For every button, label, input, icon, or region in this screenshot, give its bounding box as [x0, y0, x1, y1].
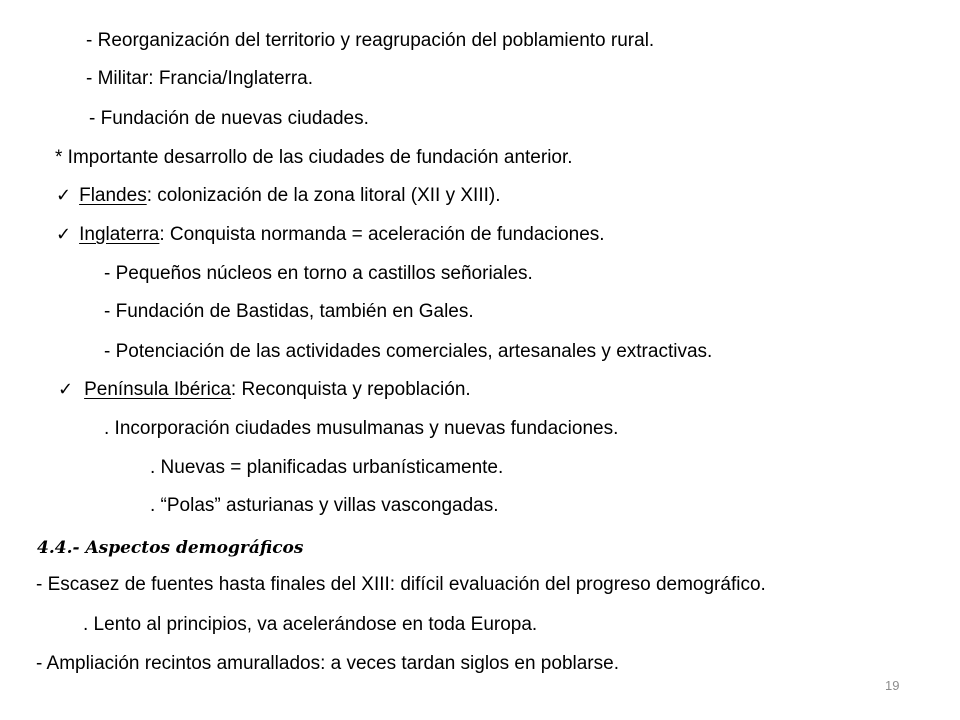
text-line-peninsula-iberica [58, 378, 471, 402]
check-icon: ✓ [58, 379, 74, 400]
term-peninsula-iberica: Península Ibérica [84, 379, 231, 400]
peninsula-description: : Reconquista y repoblación. [230, 379, 471, 400]
text-line-ampliacion: - Ampliación recintos amurallados: a veces tardan siglos en poblarse. [36, 653, 619, 674]
check-icon: ✓ [56, 224, 72, 245]
text-line-importante-desarrollo: * Importante desarrollo de las ciudades de fundación anterior. [55, 147, 573, 168]
text-line-fundacion-nuevas: - Fundación de nuevas ciudades. [89, 108, 369, 129]
text-line-flandes [56, 184, 500, 208]
text-line-reorganizacion: - Reorganización del territorio y reagrupación del poblamiento rural. [86, 30, 655, 51]
text-line-incorporacion: . Incorporación ciudades musulmanas y nuevas fundaciones. [104, 418, 619, 439]
text-line-polas: . “Polas” asturianas y villas vascongadas. [150, 495, 499, 516]
inglaterra-description: : Conquista normanda = aceleración de fundaciones. [159, 224, 605, 245]
text-line-inglaterra [56, 223, 605, 247]
flandes-description: : colonización de la zona litoral (XII y XIII). [146, 185, 501, 206]
text-line-bastidas: - Fundación de Bastidas, también en Gales. [104, 301, 474, 322]
section-heading: 4.4.- Aspectos demográficos [37, 538, 304, 558]
text-line-nuevas-planificadas: . Nuevas = planificadas urbanísticamente. [150, 457, 504, 478]
text-line-lento: . Lento al principios, va acelerándose en toda Europa. [83, 614, 538, 635]
term-inglaterra: Inglaterra [79, 224, 160, 245]
text-line-potenciacion: - Potenciación de las actividades comerciales, artesanales y extractivas. [104, 341, 713, 362]
text-line-militar: - Militar: Francia/Inglaterra. [86, 68, 314, 89]
page-number: 19 [885, 678, 900, 693]
check-icon: ✓ [56, 185, 72, 206]
text-line-escasez: - Escasez de fuentes hasta finales del XIII: difícil evaluación del progreso demográfico. [36, 574, 766, 595]
term-flandes: Flandes [79, 185, 147, 206]
text-line-pequenos-nucleos: - Pequeños núcleos en torno a castillos señoriales. [104, 263, 533, 284]
